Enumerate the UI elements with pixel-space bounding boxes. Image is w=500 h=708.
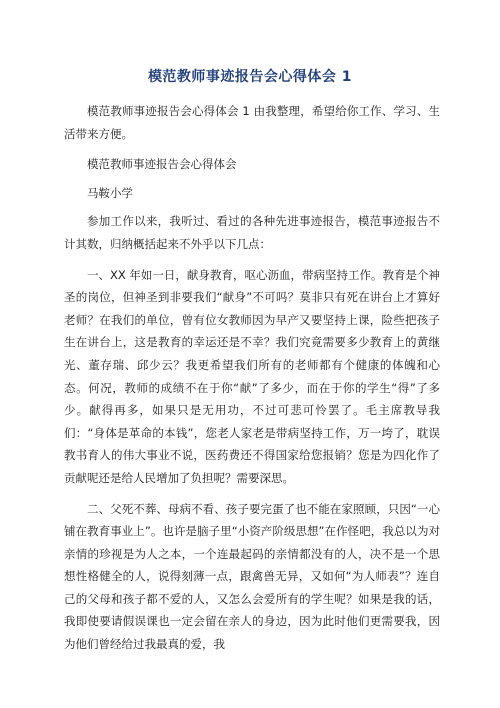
school-name-paragraph: 马鞍小学 (87, 185, 133, 200)
document-title: 模范教师事迹报告会心得体会 1 (147, 69, 353, 85)
intro-paragraph: 模范教师事迹报告会心得体会 1 由我整理，希望给你工作、学习、生活带来方便。 (64, 104, 440, 141)
subtitle-paragraph: 模范教师事迹报告会心得体会 (87, 157, 237, 172)
opening-paragraph: 参加工作以来，我听过、看过的各种先进事迹报告，模范事迹报告不计其数，归纳概括起来不外乎以下几点： (64, 214, 440, 251)
point-two-paragraph: 二、父死不葬、母病不看、孩子要完蛋了也不能在家照顾，只因“一心铺在教育事业上”。也许是脑子里“小资产阶级思想”在作怪吧，我总以为对亲情的珍视是为人之本，一个连最起码的亲情都没有的人，决不是一个思想性格健全的人，说得刻薄一点，跟禽兽无异，又如何“为人师表”？连自己的父母和孩子都不爱的人，又怎么会爱所有的学生呢？如果是我的话，我即使要请假误课也一定会留在亲人的身边，因为此时他们更需要我，因为他们曾经给过我最真的爱，我 (64, 501, 440, 652)
document-body (64, 100, 440, 664)
point-one-paragraph: 一、XX 年如一日，献身教育，呕心沥血，带病坚持工作。教育是个神圣的岗位，但神圣到非要我们“献身”不可吗？莫非只有死在讲台上才算好老师？在我们的单位，曾有位女教师因为早产又要坚持上课，险些把孩子生在讲台上，这是教育的幸运还是不幸？我们究竟需要多少教育上的黄继光、董存瑞、邱少云？我更希望我们所有的老师都有个健康的体魄和心态。何况，教师的成绩不在于你“献”了多少，而在于你的学生“得”了多少。献得再多，如果只是无用功，不过可悲可怜罢了。毛主席教导我们：“身体是革命的本钱”，您老人家老是带病坚持工作，万一垮了，耽误教书育人的伟大事业不说，医药费还不得国家给您报销？您是为四化作了贡献呢还是给人民增加了负担呢？需要深思。 (64, 267, 440, 485)
